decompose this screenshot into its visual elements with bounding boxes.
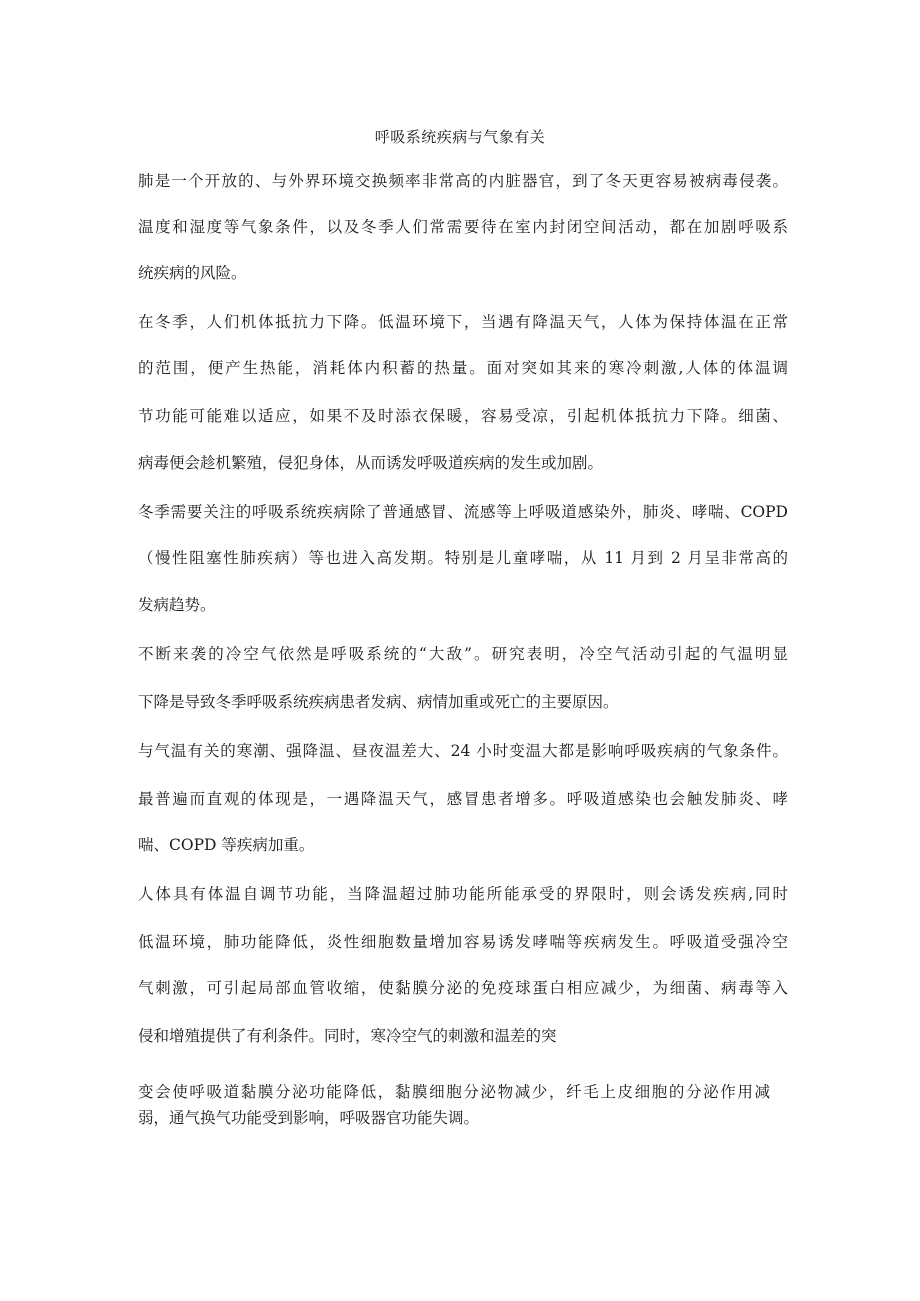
body-line-17: 低温环境，肺功能降低，炎性细胞数量增加容易诱发哮喘等疾病发生。呼吸道受强冷空	[138, 933, 788, 951]
body-line-1: 肺是一个开放的、与外界环境交换频率非常高的内脏器官，到了冬天更容易被病毒侵袭。	[138, 172, 788, 190]
body-line-12: 下降是导致冬季呼吸系统疾病患者发病、病情加重或死亡的主要原因。	[138, 693, 619, 711]
body-line-5: 的范围，便产生热能，消耗体内积蓄的热量。面对突如其来的寒冷刺激,人体的体温调	[138, 359, 788, 377]
body-line-13: 与气温有关的寒潮、强降温、昼夜温差大、24 小时变温大都是影响呼吸疾病的气象条件。	[138, 742, 788, 760]
body-line-3: 统疾病的风险。	[138, 264, 247, 282]
body-line-4: 在冬季，人们机体抵抗力下降。低温环境下，当遇有降温天气，人体为保持体温在正常	[138, 313, 788, 331]
body-line-20: 变会使呼吸道黏膜分泌功能降低，黏膜细胞分泌物减少，纤毛上皮细胞的分泌作用减	[138, 1083, 770, 1101]
body-line-16: 人体具有体温自调节功能，当降温超过肺功能所能承受的界限时，则会诱发疾病,同时	[138, 885, 788, 903]
body-line-7: 病毒便会趁机繁殖，侵犯身体，从而诱发呼吸道疾病的发生或加剧。	[138, 454, 604, 472]
body-line-11: 不断来袭的冷空气依然是呼吸系统的“大敌”。研究表明，冷空气活动引起的气温明显	[138, 645, 788, 663]
body-line-18: 气刺激，可引起局部血管收缩，使黏膜分泌的免疫球蛋白相应减少，为细菌、病毒等入	[138, 979, 788, 997]
body-line-10: 发病趋势。	[138, 596, 216, 614]
body-line-15: 喘、COPD 等疾病加重。	[138, 836, 315, 854]
body-line-6: 节功能可能难以适应，如果不及时添衣保暖，容易受凉，引起机体抵抗力下降。细菌、	[138, 407, 788, 425]
body-line-8: 冬季需要关注的呼吸系统疾病除了普通感冒、流感等上呼吸道感染外，肺炎、哮喘、COPD	[138, 503, 788, 521]
body-line-9: （慢性阻塞性肺疾病）等也进入高发期。特别是儿童哮喘，从 11 月到 2 月呈非常高的	[138, 549, 788, 567]
body-line-14: 最普遍而直观的体现是，一遇降温天气，感冒患者增多。呼吸道感染也会触发肺炎、哮	[138, 790, 788, 808]
body-line-2: 温度和湿度等气象条件，以及冬季人们常需要待在室内封闭空间活动，都在加剧呼吸系	[138, 218, 788, 236]
body-line-19: 侵和增殖提供了有利条件。同时，寒冷空气的刺激和温差的突	[138, 1027, 557, 1045]
document-title: 呼吸系统疾病与气象有关	[374, 128, 546, 146]
body-line-21: 弱，通气换气功能受到影响，呼吸器官功能失调。	[138, 1109, 480, 1127]
